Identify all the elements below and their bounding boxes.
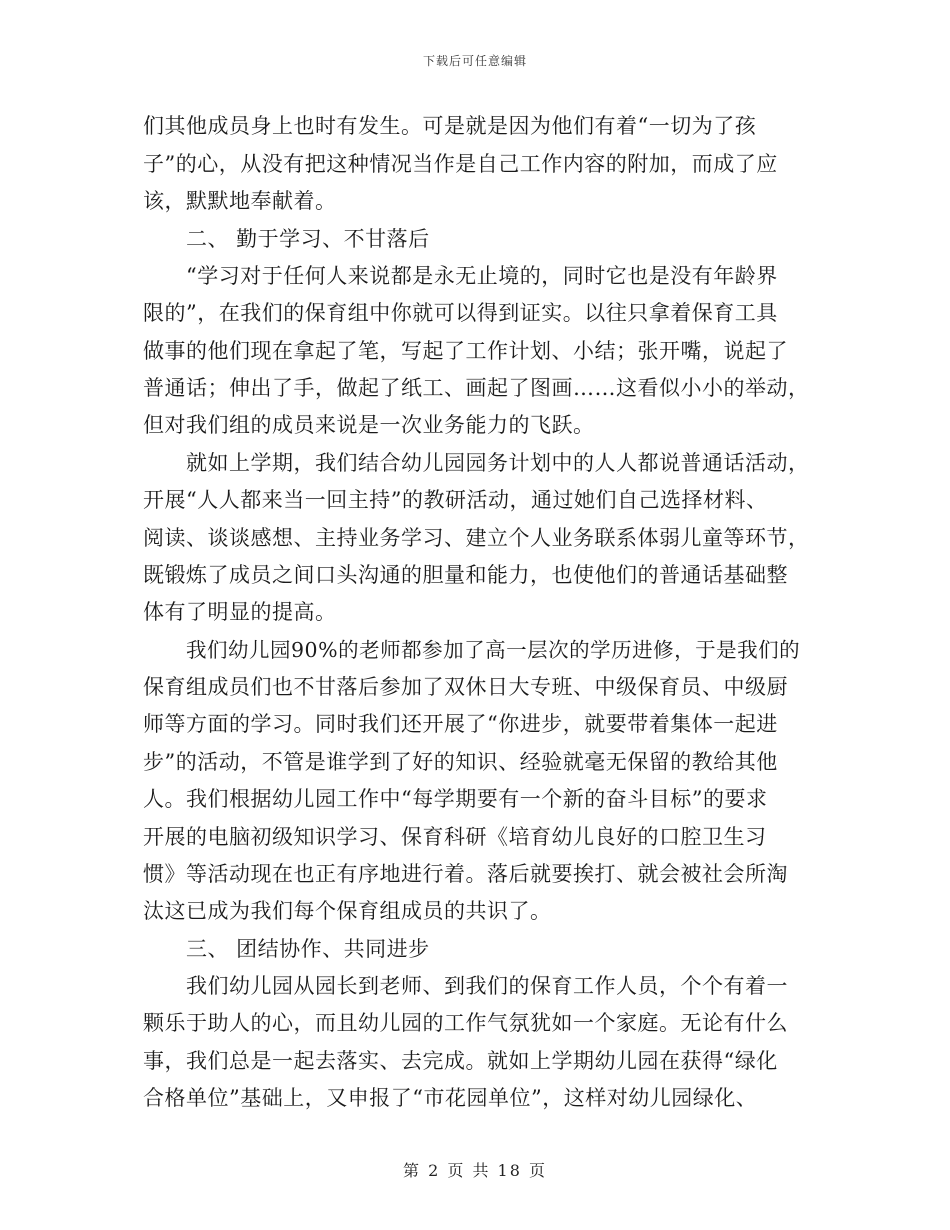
body-line: 普通话；伸出了手，做起了纸工、画起了图画……这看似小小的举动，: [143, 376, 810, 400]
body-line: 就如上学期，我们结合幼儿园园务计划中的人人都说普通话活动，: [186, 451, 810, 475]
body-line: 人。我们根据幼儿园工作中“每学期要有一个新的奋斗目标”的要求: [143, 787, 768, 811]
body-line: 合格单位”基础上，又申报了“市花园单位”，这样对幼儿园绿化、: [143, 1086, 758, 1110]
body-line: 们其他成员身上也时有发生。可是就是因为他们有着“一切为了孩: [143, 114, 757, 138]
body-line: 师等方面的学习。同时我们还开展了“你进步，就要带着集体一起进: [143, 712, 778, 736]
body-line: 既锻炼了成员之间口头沟通的胆量和能力，也使他们的普通话基础整: [143, 563, 788, 587]
body-line: 颗乐于助人的心，而且幼儿园的工作气氛犹如一个家庭。无论有什么: [143, 1011, 788, 1035]
body-line: 该，默默地奉献着。: [143, 189, 337, 213]
body-line: 开展的电脑初级知识学习、保育科研《培育幼儿良好的口腔卫生习: [143, 825, 767, 849]
body-line: 开展“人人都来当一回主持”的教研活动，通过她们自己选择材料、: [143, 488, 768, 512]
body-line: “学习对于任何人来说都是永无止境的，同时它也是没有年龄界: [186, 264, 778, 288]
page-footer: 第 2 页 共 18 页: [403, 1161, 547, 1180]
body-line: 保育组成员们也不甘落后参加了双休日大专班、中级保育员、中级厨: [143, 675, 788, 699]
section-heading-3: 三、 团结协作、共同进步: [186, 937, 430, 961]
body-line: 但对我们组的成员来说是一次业务能力的飞跃。: [143, 413, 595, 437]
body-line: 体有了明显的提高。: [143, 600, 337, 624]
body-line: 事，我们总是一起去落实、去完成。就如上学期幼儿园在获得“绿化: [143, 1049, 778, 1073]
page-header: 下载后可任意编辑: [422, 54, 527, 68]
body-line: 汰这已成为我们每个保育组成员的共识了。: [143, 899, 552, 923]
body-line: 阅读、谈谈感想、主持业务学习、建立个人业务联系体弱儿童等环节，: [143, 526, 810, 550]
body-line: 限的”，在我们的保育组中你就可以得到证实。以往只拿着保育工具: [143, 301, 778, 325]
body-line: 子”的心，从没有把这种情况当作是自己工作内容的附加，而成了应: [143, 152, 778, 176]
body-line: 我们幼儿园从园长到老师、到我们的保育工作人员，个个有着一: [186, 974, 788, 998]
body-line: 我们幼儿园90%的老师都参加了高一层次的学历进修，于是我们的: [186, 638, 801, 662]
body-line: 做事的他们现在拿起了笔，写起了工作计划、小结；张开嘴，说起了: [143, 339, 788, 363]
section-heading-2: 二、 勤于学习、不甘落后: [186, 227, 430, 251]
body-line: 步”的活动，不管是谁学到了好的知识、经验就毫无保留的教给其他: [143, 750, 778, 774]
body-line: 惯》等活动现在也正有序地进行着。落后就要挨打、就会被社会所淘: [143, 862, 788, 886]
